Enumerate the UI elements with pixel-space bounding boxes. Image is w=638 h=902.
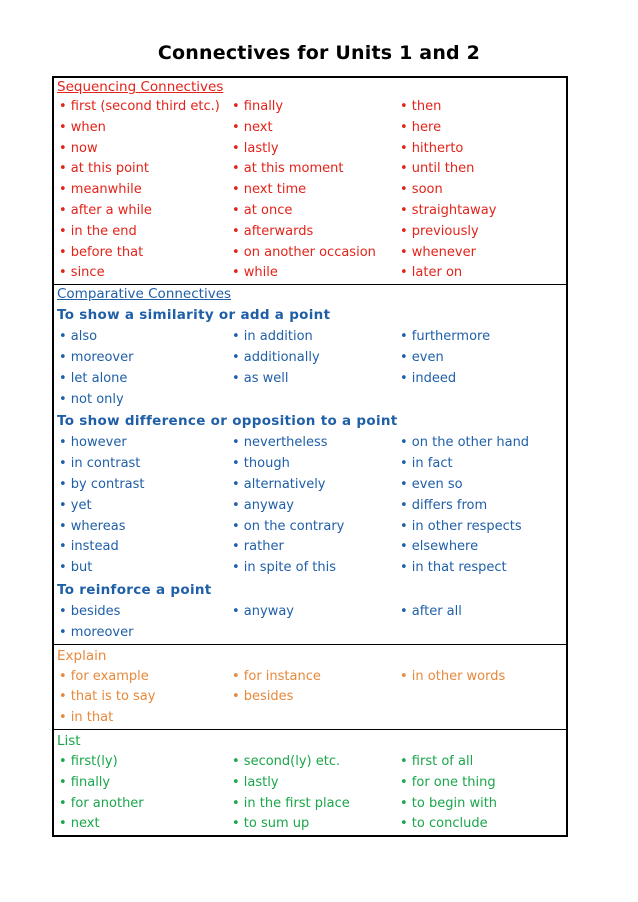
connective-item: • on the contrary [232, 518, 345, 534]
connective-item: • to begin with [400, 795, 498, 811]
connective-item: • meanwhile [59, 182, 142, 198]
connective-item: • alternatively [232, 476, 326, 492]
section-heading-comparative: Comparative Connectives [57, 286, 232, 303]
connective-item: • in that respect [400, 560, 507, 576]
list-row [54, 602, 566, 623]
connective-item: • in spite of this [232, 560, 337, 576]
list-row [54, 139, 566, 160]
connective-item: • for instance [232, 668, 321, 684]
connective-item: • even so [400, 476, 463, 492]
connective-item: • in contrast [59, 456, 141, 472]
connective-item: • previously [400, 223, 479, 239]
section-heading-explain: Explain [57, 647, 107, 664]
connective-item: • let alone [59, 370, 128, 386]
connective-item: • to sum up [232, 816, 310, 832]
connective-item: • even [400, 349, 444, 365]
list-row [54, 708, 566, 729]
connective-item: • besides [232, 689, 294, 705]
connective-item: • in fact [400, 456, 453, 472]
connective-item: • when [59, 119, 106, 135]
subheading-similarity: To show a similarity or add a point [57, 307, 331, 324]
section-sequencing [54, 78, 566, 284]
connective-item: • moreover [59, 624, 134, 640]
connective-item: • however [59, 435, 127, 451]
list-row [54, 348, 566, 369]
list-row [54, 327, 566, 348]
connective-item: • elsewhere [400, 539, 479, 555]
list-row [54, 263, 566, 284]
connective-item: • finally [232, 99, 284, 114]
connective-item [395, 623, 566, 644]
connective-item: • afterwards [232, 223, 314, 239]
connective-item: • for example [59, 668, 149, 684]
list-row [54, 390, 566, 411]
list-row [54, 243, 566, 264]
connective-item [395, 708, 566, 729]
connective-item [227, 708, 395, 729]
list-row [54, 454, 566, 475]
connective-item: • differs from [400, 497, 488, 513]
connective-item: • then [400, 99, 442, 114]
connective-item: • next [59, 816, 100, 832]
list-row [54, 687, 566, 708]
list-row [54, 517, 566, 538]
connective-item: • until then [400, 161, 475, 177]
list-row [54, 433, 566, 454]
connective-item: • lastly [232, 774, 279, 790]
connective-item: • not only [59, 391, 124, 407]
list-row [54, 794, 566, 815]
connective-item: • straightaway [400, 202, 497, 218]
connective-item: • first of all [400, 753, 474, 769]
connective-item: • hitherto [400, 140, 464, 156]
list-row [54, 475, 566, 496]
connective-item: • at this moment [232, 161, 344, 177]
connective-item: • on another occasion [232, 244, 376, 260]
connective-item: • first (second third etc.) [59, 99, 220, 114]
subheading-reinforce: To reinforce a point [57, 581, 212, 598]
connective-item: • now [59, 140, 98, 156]
connective-item: • whereas [59, 518, 126, 534]
connective-item: • indeed [400, 370, 457, 386]
subheading-difference: To show difference or opposition to a point [57, 413, 398, 430]
connective-item: • here [400, 119, 442, 135]
section-explain [54, 644, 566, 729]
connective-item: • nevertheless [232, 435, 328, 451]
list-row [54, 623, 566, 644]
connective-item: • for another [59, 795, 144, 811]
connective-item: • since [59, 265, 105, 281]
connective-item [395, 687, 566, 708]
connective-item: • next time [232, 182, 307, 198]
section-heading-list: List [57, 732, 81, 749]
connective-item: • in the first place [232, 795, 350, 811]
connective-item: • furthermore [400, 329, 491, 345]
connective-item [395, 390, 566, 411]
section-comparative [54, 284, 566, 643]
connective-item: • yet [59, 497, 92, 513]
connective-item: • in the end [59, 223, 137, 239]
list-row [54, 752, 566, 773]
list-row [54, 773, 566, 794]
connectives-table [52, 76, 568, 837]
connective-item [227, 390, 395, 411]
list-row [54, 496, 566, 517]
section-list [54, 729, 566, 835]
list-row [54, 97, 566, 118]
connective-item: • next [232, 119, 273, 135]
connective-item: • after all [400, 603, 462, 619]
connective-item: • before that [59, 244, 144, 260]
connective-item: • lastly [232, 140, 279, 156]
list-row [54, 180, 566, 201]
connective-item [227, 623, 395, 644]
connective-item: • as well [232, 370, 289, 386]
connective-item: • moreover [59, 349, 134, 365]
connective-item: • for one thing [400, 774, 496, 790]
connective-item: • at this point [59, 161, 150, 177]
connective-item: • also [59, 329, 98, 345]
connective-item: • whenever [400, 244, 476, 260]
page-title: Connectives for Units 1 and 2 [157, 42, 481, 64]
list-row [54, 369, 566, 390]
connective-item: • on the other hand [400, 435, 530, 451]
connective-item: • in other words [400, 668, 506, 684]
connective-item: • after a while [59, 202, 152, 218]
connective-item: • in that [59, 710, 114, 726]
connective-item: • to conclude [400, 816, 488, 832]
connective-item: • instead [59, 539, 119, 555]
connective-item: • by contrast [59, 476, 145, 492]
connective-item: • anyway [232, 603, 294, 619]
list-row [54, 558, 566, 579]
connective-item: • anyway [232, 497, 294, 513]
connective-item: • second(ly) etc. [232, 753, 341, 769]
list-row [54, 537, 566, 558]
list-row [54, 222, 566, 243]
connective-item: • finally [59, 774, 111, 790]
list-row [54, 201, 566, 222]
connective-item: • though [232, 456, 290, 472]
section-heading-sequencing: Sequencing Connectives [57, 79, 224, 95]
list-row [54, 159, 566, 180]
connective-item: • while [232, 265, 278, 281]
list-row [54, 118, 566, 139]
list-row [54, 814, 566, 835]
connective-item: • at once [232, 202, 293, 218]
list-row [54, 667, 566, 688]
connective-item: • but [59, 560, 93, 576]
connective-item: • besides [59, 603, 121, 619]
connective-item: • rather [232, 539, 284, 555]
connective-item: • additionally [232, 349, 320, 365]
connective-item: • in other respects [400, 518, 522, 534]
connective-item: • first(ly) [59, 753, 118, 769]
connective-item: • later on [400, 265, 463, 281]
connective-item: • in addition [232, 329, 313, 345]
connective-item: • that is to say [59, 689, 156, 705]
connective-item: • soon [400, 182, 443, 198]
